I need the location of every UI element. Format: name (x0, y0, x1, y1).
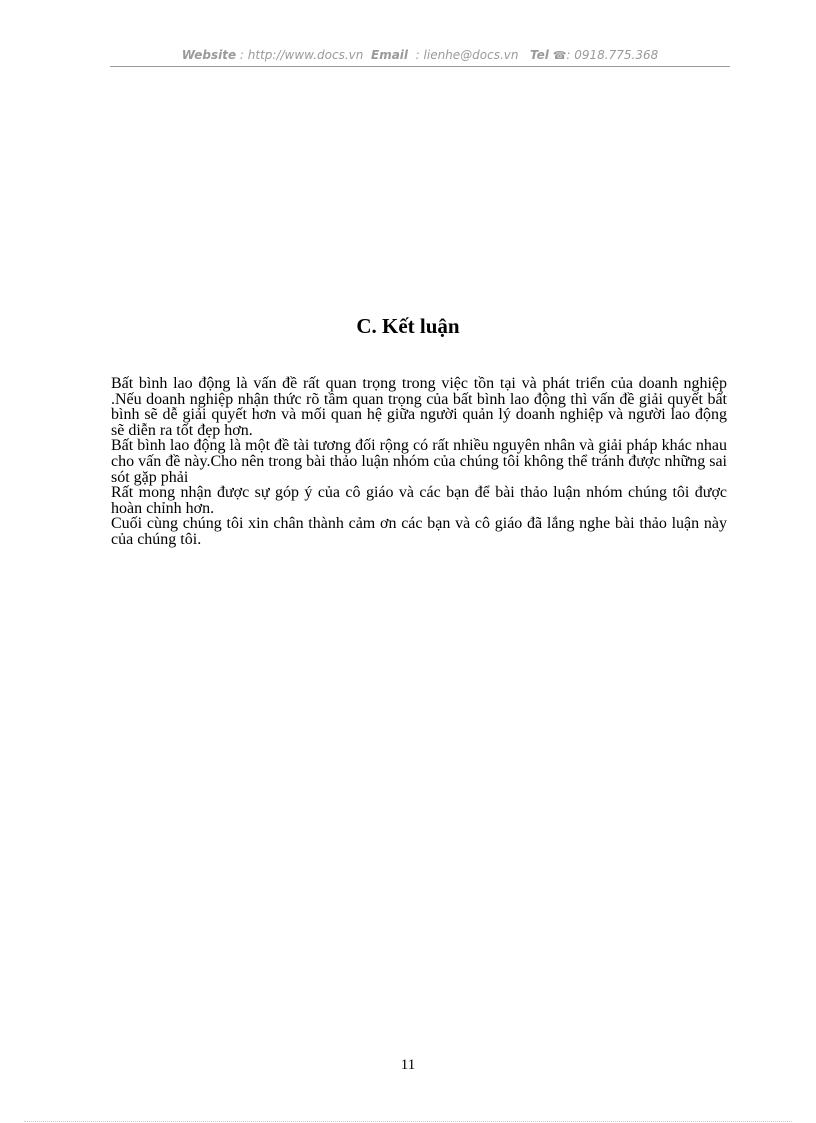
paragraph: Bất bình lao động là vấn đề rất quan trọng trong việc tồn tại và phát triển của doanh nghiệp .Nếu doanh nghiệp nhận thức rõ tầm quan trọng của bất bình lao động thì vấn đề giải quyết bất bình sẽ dễ giải quyết hơn và mối quan hệ giữa người quản lý doanh nghiệp và người lao động sẽ diễn ra tốt đẹp hơn. (111, 375, 727, 439)
paragraph: Cuối cùng chúng tôi xin chân thành cảm ơn các bạn và cô giáo đã lắng nghe bài thảo luận này của chúng tôi. (111, 515, 727, 548)
paragraph: Rất mong nhận được sự góp ý của cô giáo và các bạn để bài thảo luận nhóm chúng tôi được hoàn chỉnh hơn. (111, 484, 727, 517)
website-label: Website (181, 48, 237, 62)
email-address: : lienhe@docs.vn (415, 48, 519, 62)
section-title: C. Kết luận (356, 314, 460, 338)
tel-number: : 0918.775.368 (566, 48, 659, 62)
telephone-icon: ☎ (552, 49, 567, 62)
page-header (110, 46, 730, 67)
tel-label: Tel (529, 48, 549, 62)
page-bottom-divider (24, 1121, 792, 1122)
page-number: 11 (400, 1057, 416, 1073)
paragraph: Bất bình lao động là một đề tài tương đối rộng có rất nhiều nguyên nhân và giải pháp khác nhau cho vấn đề này.Cho nên trong bài thảo luận nhóm của chúng tôi không thể tránh được những sai sót gặp phải (111, 437, 727, 486)
website-url: : http://www.docs.vn (239, 48, 364, 62)
conclusion-body (111, 376, 727, 548)
email-label: Email (371, 48, 409, 62)
